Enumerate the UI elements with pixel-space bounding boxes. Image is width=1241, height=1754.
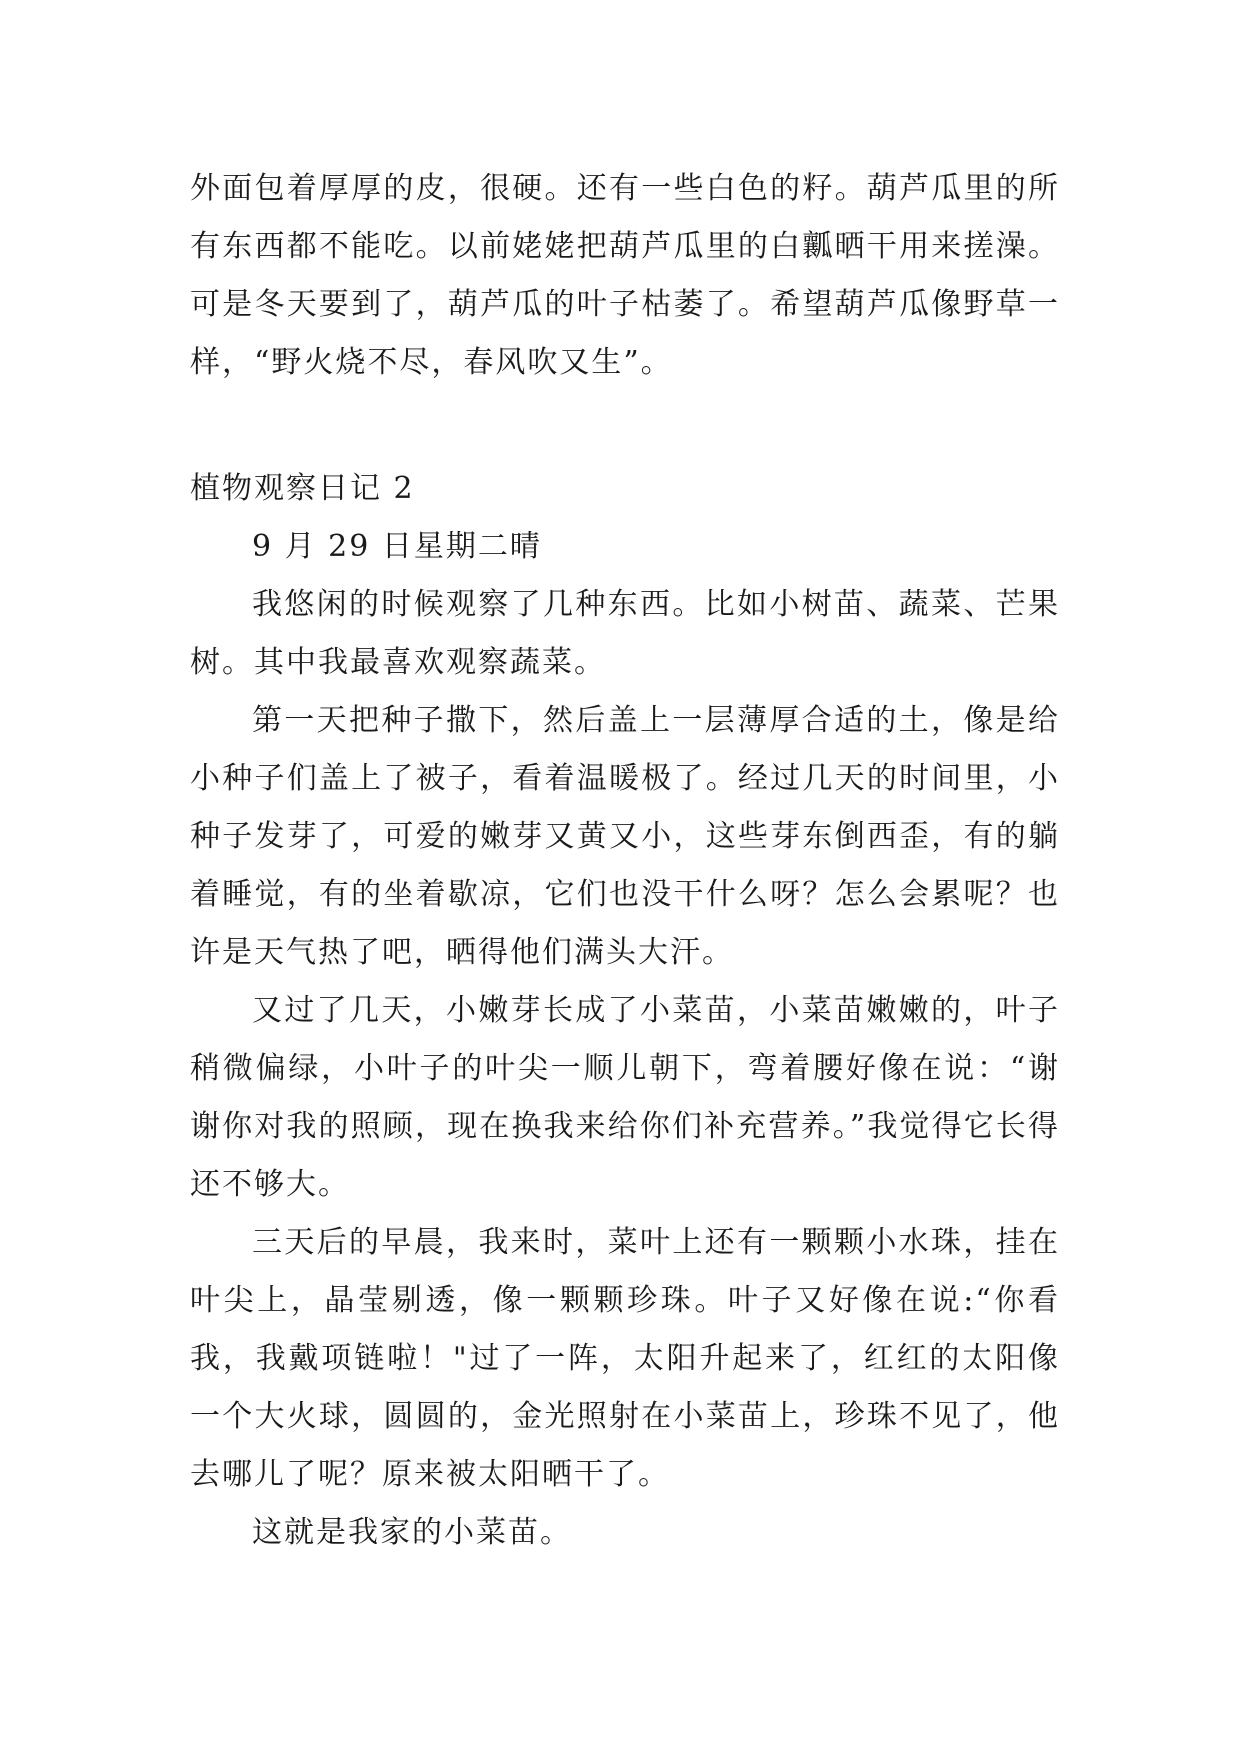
paragraph-1: 我悠闲的时候观察了几种东西。比如小树苗、蔬菜、芒果树。其中我最喜欢观察蔬菜。 — [190, 587, 1060, 680]
continuation-paragraph: 外面包着厚厚的皮，很硬。还有一些白色的籽。葫芦瓜里的所有东西都不能吃。以前姥姥把葫芦瓜里的白瓤晒干用来搓澡。可是冬天要到了，葫芦瓜的叶子枯萎了。希望葫芦瓜像野草一样，“野火烧不尽，春风吹又生”。 — [190, 171, 1060, 380]
paragraph-5: 这就是我家的小菜苗。 — [252, 1515, 572, 1550]
document-page — [190, 160, 1060, 1562]
paragraph-2: 第一天把种子撒下，然后盖上一层薄厚合适的土，像是给小种子们盖上了被子，看着温暖极了。经过几天的时间里，小种子发芽了，可爱的嫩芽又黄又小，这些芽东倒西歪，有的躺着睡觉，有的坐着歇凉，它们也没干什么呀？怎么会累呢？也许是天气热了吧，晒得他们满头大汗。 — [190, 703, 1060, 970]
date-line: 9 月 29 日星期二晴 — [252, 529, 542, 564]
section-spacer — [190, 392, 1060, 450]
paragraph-3: 又过了几天，小嫩芽长成了小菜苗，小菜苗嫩嫩的，叶子稍微偏绿，小叶子的叶尖一顺儿朝下，弯着腰好像在说：“谢谢你对我的照顾，现在换我来给你们补充营养。”我觉得它长得还不够大。 — [190, 993, 1060, 1202]
section-title: 植物观察日记 2 — [190, 471, 415, 506]
paragraph-4: 三天后的早晨，我来时，菜叶上还有一颗颗小水珠，挂在叶尖上，晶莹剔透，像一颗颗珍珠。叶子又好像在说:“你看我，我戴项链啦！"过了一阵，太阳升起来了，红红的太阳像一个大火球，圆圆的，金光照射在小菜苗上，珍珠不见了，他去哪儿了呢？原来被太阳晒干了。 — [190, 1225, 1060, 1492]
